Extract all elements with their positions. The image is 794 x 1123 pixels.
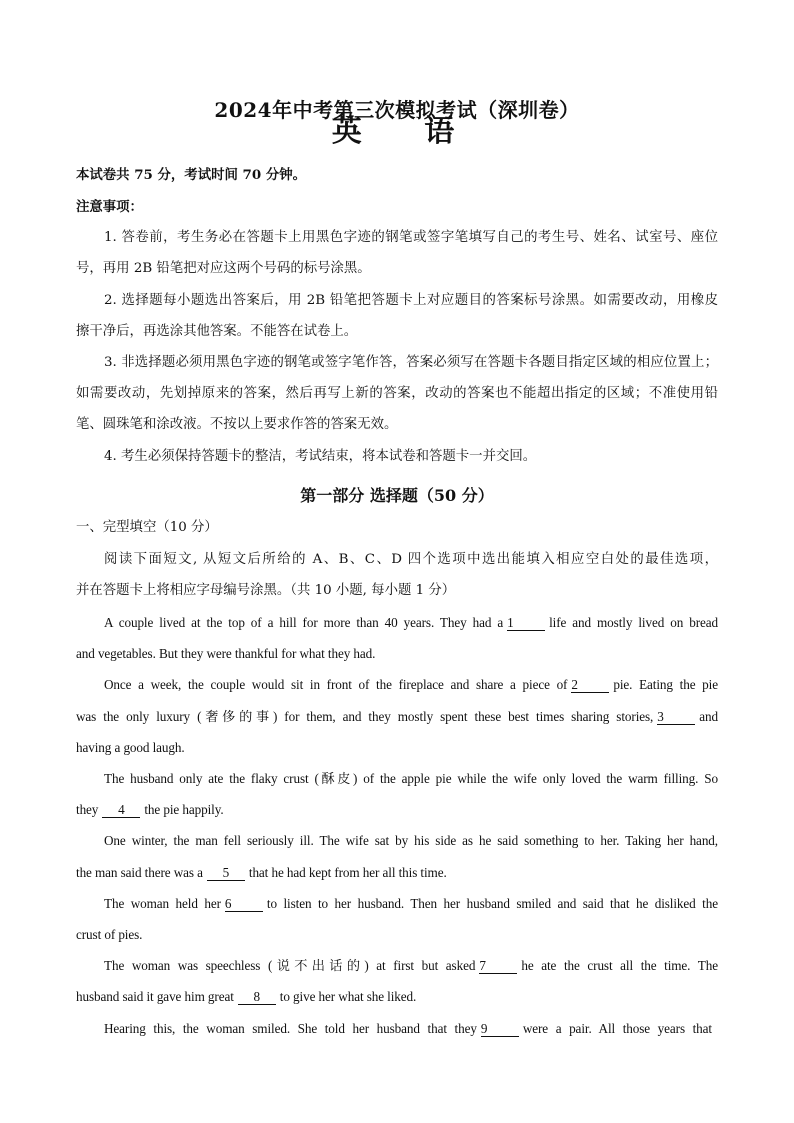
passage-line: Once a week, the couple would sit in front of the fireplace and share a piece of 2 pie. Eating the pie: [104, 677, 718, 692]
notice-4: 4. 考生必须保持答题卡的整洁，考试结束，将本试卷和答题卡一并交回。: [104, 449, 537, 464]
blank-5: 5: [207, 866, 245, 881]
blank-3: 3: [657, 710, 695, 725]
blank-1: 1: [507, 616, 545, 631]
passage-line: and vegetables. But they were thankful for what they had.: [76, 646, 376, 661]
passage-line: the man said there was a 5 that he had kept from her all this time.: [76, 865, 447, 880]
exam-title: 2024年中考第三次模拟考试（深圳卷）: [214, 98, 580, 122]
score-time-note: 本试卷共 75 分，考试时间 70 分钟。: [76, 167, 306, 183]
blank-8: 8: [238, 990, 276, 1005]
notice-3b: 如需要改动，先划掉原来的答案，然后再写上新的答案，改动的答案也不能超出指定的区域；不准使用铅: [76, 386, 718, 401]
part1-title: 第一部分 选择题（50 分）: [300, 486, 494, 505]
passage-line: A couple lived at the top of a hill for more than 40 years. They had a 1 life and mostly lived on bread: [104, 615, 718, 630]
passage-line: crust of pies.: [76, 927, 143, 942]
passage-line: was the only luxury (奢侈的事) for them, and they mostly spent these best times sharing stories, 3 and: [76, 709, 718, 724]
blank-2: 2: [571, 678, 609, 693]
passage-line: husband said it gave him great 8 to give her what she liked.: [76, 989, 417, 1004]
blank-7: 7: [479, 959, 517, 974]
section-cloze-heading: 一、完型填空（10 分）: [76, 520, 218, 535]
passage-line: One winter, the man fell seriously ill. The wife sat by his side as he said something to her. Taking her hand,: [104, 833, 718, 848]
blank-6: 6: [225, 897, 263, 912]
notice-heading: 注意事项：: [76, 199, 143, 215]
blank-9: 9: [481, 1022, 519, 1037]
notice-2a: 2. 选择题每小题选出答案后，用 2B 铅笔把答题卡上对应题目的答案标号涂黑。如需要改动，用橡皮: [104, 293, 718, 308]
passage-line: The woman held her 6 to listen to her husband. Then her husband smiled and said that he disliked the: [104, 896, 718, 911]
notice-3c: 笔、圆珠笔和涂改液。不按以上要求作答的答案无效。: [76, 417, 398, 432]
passage-line: The husband only ate the flaky crust (酥皮) of the apple pie while the wife only loved the warm filling. So: [104, 771, 718, 786]
passage-line: Hearing this, the woman smiled. She told her husband that they 9 were a pair. All those years that: [104, 1021, 712, 1036]
cloze-instruction-a: 阅读下面短文, 从短文后所给的 A、B、C、D 四个选项中选出能填入相应空白处的最佳选项，: [104, 552, 718, 567]
subject-title: 英 语: [331, 114, 481, 149]
notice-3a: 3. 非选择题必须用黑色字迹的钢笔或签字笔作答，答案必须写在答题卡各题目指定区域的相应位置上；: [104, 355, 718, 370]
blank-4: 4: [102, 803, 140, 818]
passage-line: they 4 the pie happily.: [76, 802, 224, 817]
notice-1b: 号，再用 2B 铅笔把对应这两个号码的标号涂黑。: [76, 261, 371, 276]
notice-1a: 1. 答卷前，考生务必在答题卡上用黑色字迹的钢笔或签字笔填写自己的考生号、姓名、试室号、座位: [104, 230, 718, 245]
cloze-instruction-b: 并在答题卡上将相应字母编号涂黑。（共 10 小题, 每小题 1 分）: [76, 583, 456, 598]
passage-line: having a good laugh.: [76, 740, 185, 755]
passage-line: The woman was speechless (说不出话的) at first but asked 7 he ate the crust all the time. The: [104, 958, 718, 973]
notice-2b: 擦干净后，再选涂其他答案。不能答在试卷上。: [76, 324, 358, 339]
